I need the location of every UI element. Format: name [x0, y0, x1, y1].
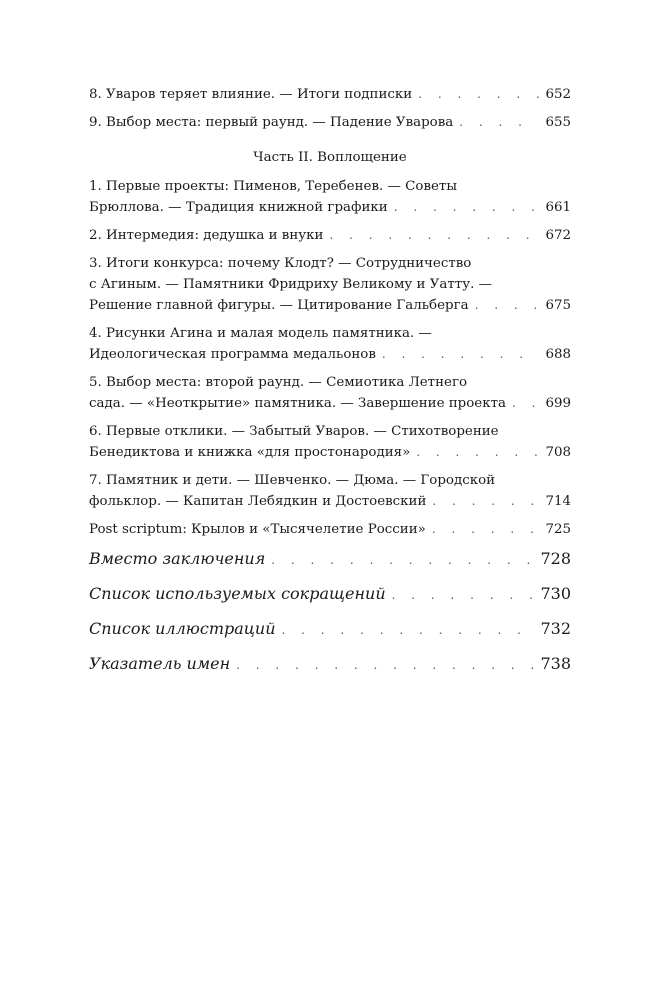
- toc-entry-page: 688: [545, 347, 571, 362]
- toc-entry-page: 661: [545, 200, 571, 215]
- toc-entry-line: 6. Первые отклики. — Забытый Уваров. — Стихотворение: [89, 424, 499, 439]
- toc-entry-line: Идеологическая программа медальонов: [89, 347, 376, 362]
- leader-dots: [432, 519, 540, 540]
- toc-entry: [89, 84, 571, 105]
- toc-entry-line: Post scriptum: Крылов и «Тысячелетие России»: [89, 522, 426, 537]
- toc-entry-line: сада. — «Неоткрытие» памятника. — Завершение проекта: [89, 396, 506, 411]
- toc-entry-title: Вместо заключения: [89, 549, 266, 568]
- toc-entry-page: 738: [540, 654, 571, 673]
- table-of-contents: [89, 84, 571, 688]
- leader-dots: [416, 442, 539, 463]
- toc-entry-page: 732: [540, 619, 571, 638]
- toc-major-entry: [89, 583, 571, 606]
- toc-entry: [89, 112, 571, 133]
- toc-entry-title: Список иллюстраций: [89, 619, 276, 638]
- toc-entry-line: 7. Памятник и дети. — Шевченко. — Дюма. — Городской: [89, 473, 496, 488]
- leader-dots: [459, 112, 539, 133]
- toc-entry: [89, 372, 571, 414]
- toc-entry-page: 730: [540, 584, 571, 603]
- leader-dots: [418, 84, 539, 105]
- toc-entry-page: 672: [545, 228, 571, 243]
- leader-dots: [394, 197, 540, 218]
- leader-dots: [475, 295, 540, 316]
- toc-entry-line: Бенедиктова и книжка «для простонародия»: [89, 445, 411, 460]
- toc-entry: [89, 253, 571, 316]
- toc-entry-title: Список используемых сокращений: [89, 584, 386, 603]
- leader-dots: [512, 393, 539, 414]
- toc-entry-line: 3. Итоги конкурса: почему Клодт? — Сотрудничество: [89, 256, 472, 271]
- toc-entry-line: 1. Первые проекты: Пименов, Теребенев. — Советы: [89, 179, 457, 194]
- toc-entry: [89, 470, 571, 512]
- toc-entry-line: с Агиным. — Памятники Фридриху Великому и Уатту. —: [89, 277, 492, 292]
- part-title: Часть II. Воплощение: [253, 150, 407, 165]
- toc-major-entry: [89, 548, 571, 571]
- leader-dots: [282, 619, 535, 641]
- toc-major-entry: [89, 618, 571, 641]
- toc-major-entry: [89, 653, 571, 676]
- toc-entry-title: 8. Уваров теряет влияние. — Итоги подписки: [89, 87, 413, 102]
- toc-entry-line: 4. Рисунки Агина и малая модель памятника. —: [89, 326, 432, 341]
- toc-entry-line: Брюллова. — Традиция книжной графики: [89, 200, 388, 215]
- toc-entry: [89, 225, 571, 246]
- leader-dots: [236, 654, 534, 676]
- toc-entry-title: Указатель имен: [89, 654, 231, 673]
- leader-dots: [392, 584, 535, 606]
- toc-entry-page: 655: [545, 115, 571, 130]
- toc-entry-page: 699: [545, 396, 571, 411]
- toc-entry-line: Решение главной фигуры. — Цитирование Гальберга: [89, 298, 469, 313]
- toc-entry-line: 2. Интермедия: дедушка и внуки: [89, 228, 324, 243]
- toc-entry: [89, 421, 571, 463]
- toc-entry: [89, 323, 571, 365]
- leader-dots: [271, 549, 534, 571]
- toc-entry-page: 714: [545, 494, 571, 509]
- toc-entry-line: 5. Выбор места: второй раунд. — Семиотика Летнего: [89, 375, 468, 390]
- toc-entry: [89, 176, 571, 218]
- toc-entry-line: фольклор. — Капитан Лебядкин и Достоевский: [89, 494, 427, 509]
- toc-entry-page: 728: [540, 549, 571, 568]
- leader-dots: [432, 491, 539, 512]
- toc-entry: [89, 519, 571, 540]
- toc-entry-page: 725: [545, 522, 571, 537]
- leader-dots: [382, 344, 540, 365]
- toc-entry-title: 9. Выбор места: первый раунд. — Падение Уварова: [89, 115, 454, 130]
- toc-entry-page: 675: [545, 298, 571, 313]
- leader-dots: [329, 225, 539, 246]
- toc-entry-page: 708: [545, 445, 571, 460]
- toc-entry-page: 652: [545, 87, 571, 102]
